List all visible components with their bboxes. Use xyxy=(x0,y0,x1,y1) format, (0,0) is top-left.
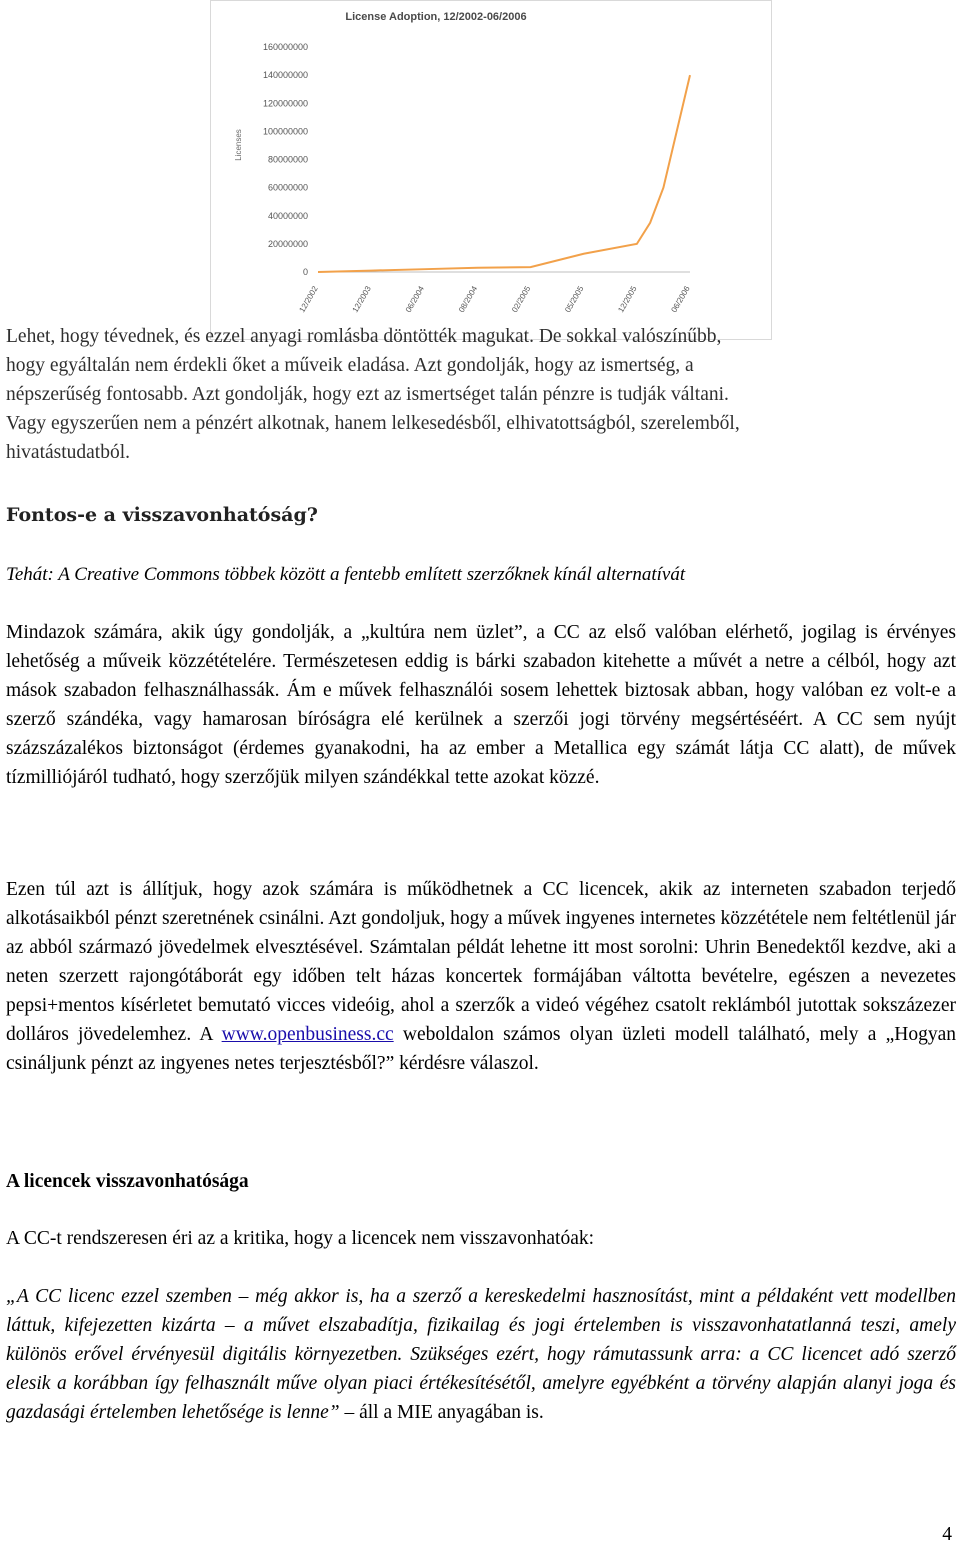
lead-line: népszerűség fontosabb. Azt gondolják, hogy ezt az ismertséget talán pénzre is tudják váltani. xyxy=(6,384,729,405)
chart-x-tick-label: 06/2006 xyxy=(669,284,692,315)
chart-y-tick-label: 40000000 xyxy=(267,210,308,221)
chart-y-tick-label: 80000000 xyxy=(267,154,308,165)
page-number: 4 xyxy=(942,1524,952,1545)
quote-text: „A CC licenc ezzel szemben – még akkor is, ha a szerző a kereskedelmi hasznosítást, mint a példaként vett modellben láttuk, kifejezetten kizárta – a művet elszabadítja, fizikailag és jogi értelemben is visszavonhatatlanná teszi, amely különös erővel érvényesül digitális környezetben. Szükséges ezért, hogy rámutassunk arra: a CC licencet adó szerző elesik a korábban így felhasznált műve olyan piaci értékesítésétől, amelyre egyébként a törvény alapján alanyi joga és gazdasági értelemben lehetősége is lenne” xyxy=(6,1286,956,1423)
lead-line: Vagy egyszerűen nem a pénzért alkotnak, hanem lelkesedésből, elhivatottságból, szerelemből, xyxy=(6,413,740,434)
paragraph-2-text: Ezen túl azt is állítjuk, hogy azok számára is működhetnek a CC licencek, akik az interneten szabadon terjedő alkotásaikból pénzt szeretnének csinálni. Azt gondoljuk, hogy a művek ingyenes internetes közzététele nem feltétlenül jár az abból származó jövedelmek elvesztésével. Számtalan példát lehetne itt most sorolni: Uhrin Benedektől kezdve, aki a neten szerzett rajongótáborát egy időben telt házas koncertek formájában váltotta bevételre, egészen a nevezetes pepsi+mentos kísérletet bemutató vicces videóig, ahol a szerzők a videó végéhez csatolt reklámból jutottak sokszázezer dolláros jövedelemhez. A xyxy=(6,879,956,1045)
italic-lead: Tehát: A Creative Commons többek között a fentebb említett szerzőknek kínál alternatívát xyxy=(6,564,686,585)
lead-line: hivatástudatból. xyxy=(6,442,131,463)
lead-line: Lehet, hogy tévednek, és ezzel anyagi romlásba döntötték magukat. De sokkal valószínűbb, xyxy=(6,326,722,347)
chart-y-tick-label: 140000000 xyxy=(262,70,308,81)
heading-fontos: Fontos-e a visszavonhatóság? xyxy=(6,504,318,526)
paragraph-2-text-end: weboldalon számos olyan üzleti modell található, mely a „Hogyan csináljunk pénzt az ingyenes netes terjesztésből?” kérdésre válaszol. xyxy=(6,1024,956,1074)
chart-x-tick-label: 12/2002 xyxy=(297,284,320,315)
chart-x-tick-label: 12/2005 xyxy=(616,284,639,315)
quote-block xyxy=(6,1282,956,1427)
chart-x-tick-label: 06/2004 xyxy=(403,284,427,315)
lead-paragraph xyxy=(6,322,956,467)
chart-title: License Adoption, 12/2002-06/2006 xyxy=(345,11,527,23)
chart-svg xyxy=(210,0,772,340)
chart-y-tick-label: 100000000 xyxy=(262,126,308,137)
lead-line: hogy egyáltalán nem érdekli őket a műveik eladása. Azt gondolják, hogy az ismertség, a xyxy=(6,355,694,376)
paragraph-2 xyxy=(6,875,956,1078)
chart-y-tick-label: 120000000 xyxy=(262,98,308,109)
quote-attribution: – áll a MIE anyagában is. xyxy=(339,1402,544,1423)
paragraph-3: A CC-t rendszeresen éri az a kritika, hogy a licencek nem visszavonhatóak: xyxy=(6,1228,595,1249)
openbusiness-link[interactable]: www.openbusiness.cc xyxy=(221,1024,394,1045)
paragraph-1: Mindazok számára, akik úgy gondolják, a „kultúra nem üzlet”, a CC az első valóban elérhető, jogilag is érvényes lehetőség a műveik közzétételére. Természetesen eddig is bárki szabadon kitehette a művét a netre a célból, hogy azt mások szabadon felhasználhassák. Ám e művek felhasználói sosem lehettek biztosak abban, hogy valóban ez volt-e a szerző szándéka, vagy hamarosan bíróságra elé kerülnek a szerzői jogi törvény megsértéséért. A CC sem nyújt százszázalékos biztonságot (érdemes gyanakodni, ha az ember a Metallica egy számát látja CC alatt), de művek tízmilliójáról tudható, hogy szerzőjük milyen szándékkal tette azokat közzé. xyxy=(6,622,956,788)
chart-y-tick-label: 160000000 xyxy=(262,42,308,52)
chart-x-tick-label: 08/2004 xyxy=(456,284,480,315)
chart-y-tick-label: 0 xyxy=(302,267,308,277)
chart-x-tick-label: 05/2005 xyxy=(563,284,586,315)
chart-y-ticks xyxy=(263,42,308,277)
chart-y-axis-label: Licenses xyxy=(234,129,243,161)
heading-licenc: A licencek visszavonhatósága xyxy=(6,1171,249,1192)
chart-y-tick-label: 20000000 xyxy=(267,238,308,249)
chart-x-tick-label: 12/2003 xyxy=(350,284,373,315)
license-adoption-chart xyxy=(210,0,772,340)
chart-x-tick-label: 02/2005 xyxy=(510,284,533,315)
chart-y-tick-label: 60000000 xyxy=(267,182,308,193)
